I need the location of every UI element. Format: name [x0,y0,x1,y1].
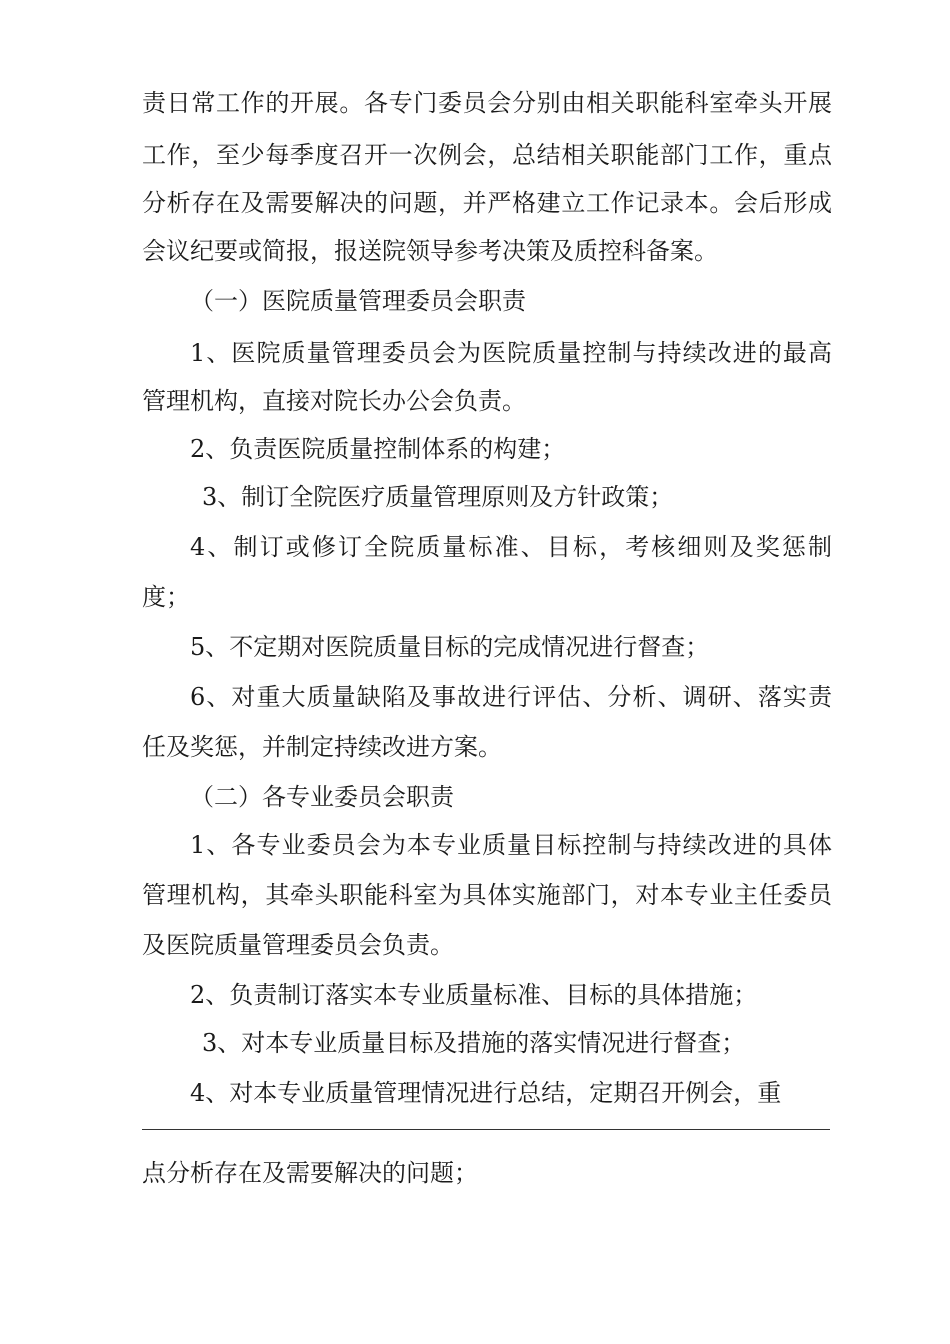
list-item: 4、对本专业质量管理情况进行总结，定期召开例会，重 [190,1079,782,1107]
paragraph-line: 任及奖惩，并制定持续改进方案。 [142,733,502,761]
paragraph-line: 管理机构，其牵头职能科室为具体实施部门，对本专业主任委员 [142,881,832,909]
list-item: 1、各专业委员会为本专业质量目标控制与持续改进的具体 [190,831,832,859]
paragraph-line: 及医院质量管理委员会负责。 [142,931,454,959]
paragraph-line: 管理机构，直接对院长办公会负责。 [142,387,526,415]
list-item: 2、负责制订落实本专业质量标准、目标的具体措施； [190,981,758,1009]
paragraph-line: 分析存在及需要解决的问题，并严格建立工作记录本。会后形成 [142,189,832,217]
paragraph-line: 度； [142,583,190,611]
list-item: 5、不定期对医院质量目标的完成情况进行督查； [190,633,710,661]
paragraph-line: 1、医院质量管理委员会为医院质量控制与持续改进的最高 [190,339,832,367]
list-item: 4、制订或修订全院质量标准、目标，考核细则及奖惩制 [190,533,832,561]
paragraph-line: 点分析存在及需要解决的问题； [142,1159,478,1187]
paragraph-line: 工作，至少每季度召开一次例会，总结相关职能部门工作，重点 [142,141,832,169]
list-item: 6、对重大质量缺陷及事故进行评估、分析、调研、落实责 [190,683,832,711]
list-item: 3、对本专业质量目标及措施的落实情况进行督查； [202,1029,746,1057]
page-divider [142,1129,830,1130]
section-heading: （二）各专业委员会职责 [190,783,454,811]
paragraph-line: 责日常工作的开展。各专门委员会分别由相关职能科室牵头开展 [142,89,832,117]
section-heading: （一）医院质量管理委员会职责 [190,287,526,315]
list-item: 3、制订全院医疗质量管理原则及方针政策； [202,483,674,511]
paragraph-line: 会议纪要或简报，报送院领导参考决策及质控科备案。 [142,237,718,265]
list-item: 2、负责医院质量控制体系的构建； [190,435,566,463]
